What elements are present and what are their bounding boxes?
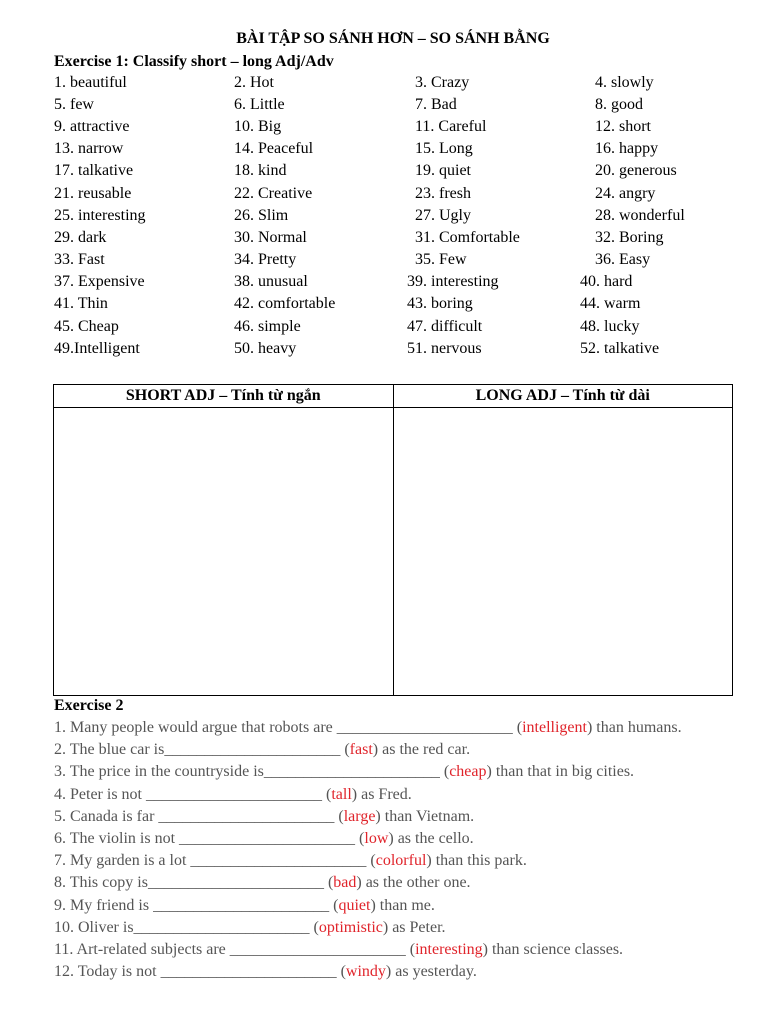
long-adj-cell[interactable]: [393, 408, 733, 696]
exercise-sentence: [54, 895, 754, 917]
sentence-text: 5. Canada is far: [54, 807, 159, 825]
paren-open: (: [512, 719, 523, 736]
word-item: 43. boring: [407, 295, 473, 312]
short-adj-header: SHORT ADJ – Tính từ ngắn: [54, 385, 394, 408]
exercise-2-heading: Exercise 2: [54, 697, 124, 714]
word-item: 47. difficult: [407, 318, 483, 335]
sentence-ending: ) than me.: [370, 896, 435, 914]
sentence-text: 3. The price in the countryside is: [54, 763, 264, 781]
word-item: 5. few: [54, 96, 94, 113]
sentence-text: 9. My friend is: [54, 896, 154, 914]
exercise-sentence: [54, 917, 754, 939]
answer-blank[interactable]: ______________________: [147, 874, 324, 892]
sentence-text: 6. The violin is not: [54, 829, 180, 847]
word-item: 14. Peaceful: [234, 140, 314, 157]
word-item: 32. Boring: [595, 229, 664, 246]
sentence-text: 4. Peter is not: [54, 785, 146, 803]
answer-blank[interactable]: ______________________: [336, 719, 513, 736]
word-item: 46. simple: [234, 318, 301, 335]
word-item: 36. Easy: [595, 251, 651, 268]
word-item: 40. hard: [580, 273, 633, 290]
sentence-text: 1. Many people would argue that robots are: [54, 719, 337, 736]
word-item: 50. heavy: [234, 340, 297, 357]
exercise-sentence: [54, 828, 754, 850]
word-item: 25. interesting: [54, 207, 146, 224]
word-item: 27. Ugly: [415, 207, 471, 224]
answer-blank[interactable]: ______________________: [153, 896, 330, 914]
word-item: 37. Expensive: [54, 273, 145, 290]
word-item: 6. Little: [234, 96, 285, 113]
sentence-ending: ) than science classes.: [482, 940, 624, 958]
paren-open: (: [309, 918, 319, 936]
short-adj-cell[interactable]: [54, 408, 394, 696]
word-item: 3. Crazy: [415, 74, 470, 91]
hint-word: fast: [349, 741, 373, 759]
answer-blank[interactable]: ______________________: [146, 785, 322, 803]
sentence-ending: ) than Vietnam.: [375, 807, 475, 825]
hint-word: large: [343, 807, 376, 825]
answer-blank[interactable]: ______________________: [179, 829, 356, 847]
sentence-ending: ) as yesterday.: [385, 963, 477, 981]
word-item: 16. happy: [595, 140, 659, 157]
paren-open: (: [340, 741, 350, 759]
word-item: 48. lucky: [580, 318, 640, 335]
word-item: 21. reusable: [54, 185, 132, 202]
word-item: 22. Creative: [234, 185, 313, 202]
hint-word: low: [364, 829, 389, 847]
word-item: 17. talkative: [54, 162, 134, 179]
hint-word: interesting: [415, 940, 483, 958]
sentence-text: 10. Oliver is: [54, 918, 134, 936]
word-item: 4. slowly: [595, 74, 654, 91]
word-item: 44. warm: [580, 295, 641, 312]
hint-word: intelligent: [522, 719, 587, 736]
word-item: 23. fresh: [415, 185, 471, 202]
sentence-ending: ) as Peter.: [382, 918, 446, 936]
word-item: 13. narrow: [54, 140, 124, 157]
exercise-sentence: [54, 850, 754, 872]
word-item: 1. beautiful: [54, 74, 127, 91]
word-item: 7. Bad: [415, 96, 457, 113]
word-item: 30. Normal: [234, 229, 307, 246]
hint-word: quiet: [338, 896, 371, 914]
word-item: 42. comfortable: [234, 295, 336, 312]
word-item: 33. Fast: [54, 251, 105, 268]
hint-word: tall: [331, 785, 352, 803]
sentence-text: 7. My garden is a lot: [54, 852, 191, 870]
sentence-ending: ) as the cello.: [388, 829, 474, 847]
word-item: 28. wonderful: [595, 207, 685, 224]
paren-open: (: [366, 852, 376, 870]
paren-open: (: [329, 896, 339, 914]
word-item: 12. short: [595, 118, 651, 135]
word-item: 51. nervous: [407, 340, 482, 357]
word-item: 26. Slim: [234, 207, 289, 224]
hint-word: windy: [345, 963, 386, 981]
exercise-sentence: [54, 739, 754, 761]
paren-open: (: [334, 807, 344, 825]
exercise-sentence: [54, 872, 754, 894]
word-item: 8. good: [595, 96, 643, 113]
exercise-sentence: [54, 806, 754, 828]
paren-open: (: [439, 763, 450, 781]
answer-blank[interactable]: ______________________: [190, 852, 367, 870]
exercise-sentence: [54, 784, 754, 806]
word-item: 38. unusual: [234, 273, 308, 290]
sentence-text: 11. Art-related subjects are: [54, 940, 230, 958]
hint-word: colorful: [375, 852, 427, 870]
exercise-sentence: [54, 939, 754, 961]
word-item: 19. quiet: [415, 162, 471, 179]
answer-blank[interactable]: ______________________: [229, 940, 406, 958]
exercise-1-heading: Exercise 1: Classify short – long Adj/Adv: [54, 53, 334, 70]
hint-word: cheap: [449, 763, 487, 781]
sentence-ending: ) than this park.: [426, 852, 527, 870]
word-item: 15. Long: [415, 140, 473, 157]
sentence-text: 2. The blue car is: [54, 741, 165, 759]
exercise-2-sentences: [54, 717, 754, 983]
sentence-ending: ) as Fred.: [351, 785, 412, 803]
word-item: 2. Hot: [234, 74, 274, 91]
word-item: 20. generous: [595, 162, 677, 179]
exercise-sentence: [54, 761, 754, 783]
answer-blank[interactable]: ______________________: [164, 741, 341, 759]
adjective-word-list: [0, 0, 768, 370]
word-item: 31. Comfortable: [415, 229, 520, 246]
word-item: 49.Intelligent: [54, 340, 140, 357]
answer-blank[interactable]: ______________________: [263, 763, 440, 781]
exercise-sentence: [54, 717, 754, 739]
sentence-text: 8. This copy is: [54, 874, 148, 892]
word-item: 11. Careful: [415, 118, 487, 135]
hint-word: optimistic: [318, 918, 383, 936]
paren-open: (: [322, 785, 332, 803]
word-item: 52. talkative: [580, 340, 660, 357]
word-item: 35. Few: [415, 251, 467, 268]
answer-blank[interactable]: ______________________: [133, 918, 310, 936]
answer-blank[interactable]: ______________________: [158, 807, 335, 825]
long-adj-header: LONG ADJ – Tính từ dài: [393, 385, 733, 408]
exercise-sentence: [54, 961, 754, 983]
word-item: 34. Pretty: [234, 251, 297, 268]
word-item: 29. dark: [54, 229, 107, 246]
word-item: 9. attractive: [54, 118, 130, 135]
word-item: 45. Cheap: [54, 318, 119, 335]
word-item: 24. angry: [595, 185, 656, 202]
paren-open: (: [323, 874, 334, 892]
paren-open: (: [336, 963, 346, 981]
answer-blank[interactable]: ______________________: [160, 963, 337, 981]
word-item: 18. kind: [234, 162, 287, 179]
word-item: 10. Big: [234, 118, 282, 135]
sentence-ending: ) than that in big cities.: [486, 763, 635, 781]
worksheet-title: BÀI TẬP SO SÁNH HƠN – SO SÁNH BẰNG: [236, 30, 550, 47]
hint-word: bad: [333, 874, 357, 892]
sentence-ending: ) as the other one.: [356, 874, 471, 892]
paren-open: (: [405, 940, 416, 958]
sentence-ending: ) than humans.: [586, 719, 682, 736]
word-item: 39. interesting: [407, 273, 499, 290]
word-item: 41. Thin: [54, 295, 108, 312]
paren-open: (: [355, 829, 365, 847]
sentence-ending: ) as the red car.: [372, 741, 471, 759]
sentence-text: 12. Today is not: [54, 963, 161, 981]
classification-table: [53, 384, 733, 696]
